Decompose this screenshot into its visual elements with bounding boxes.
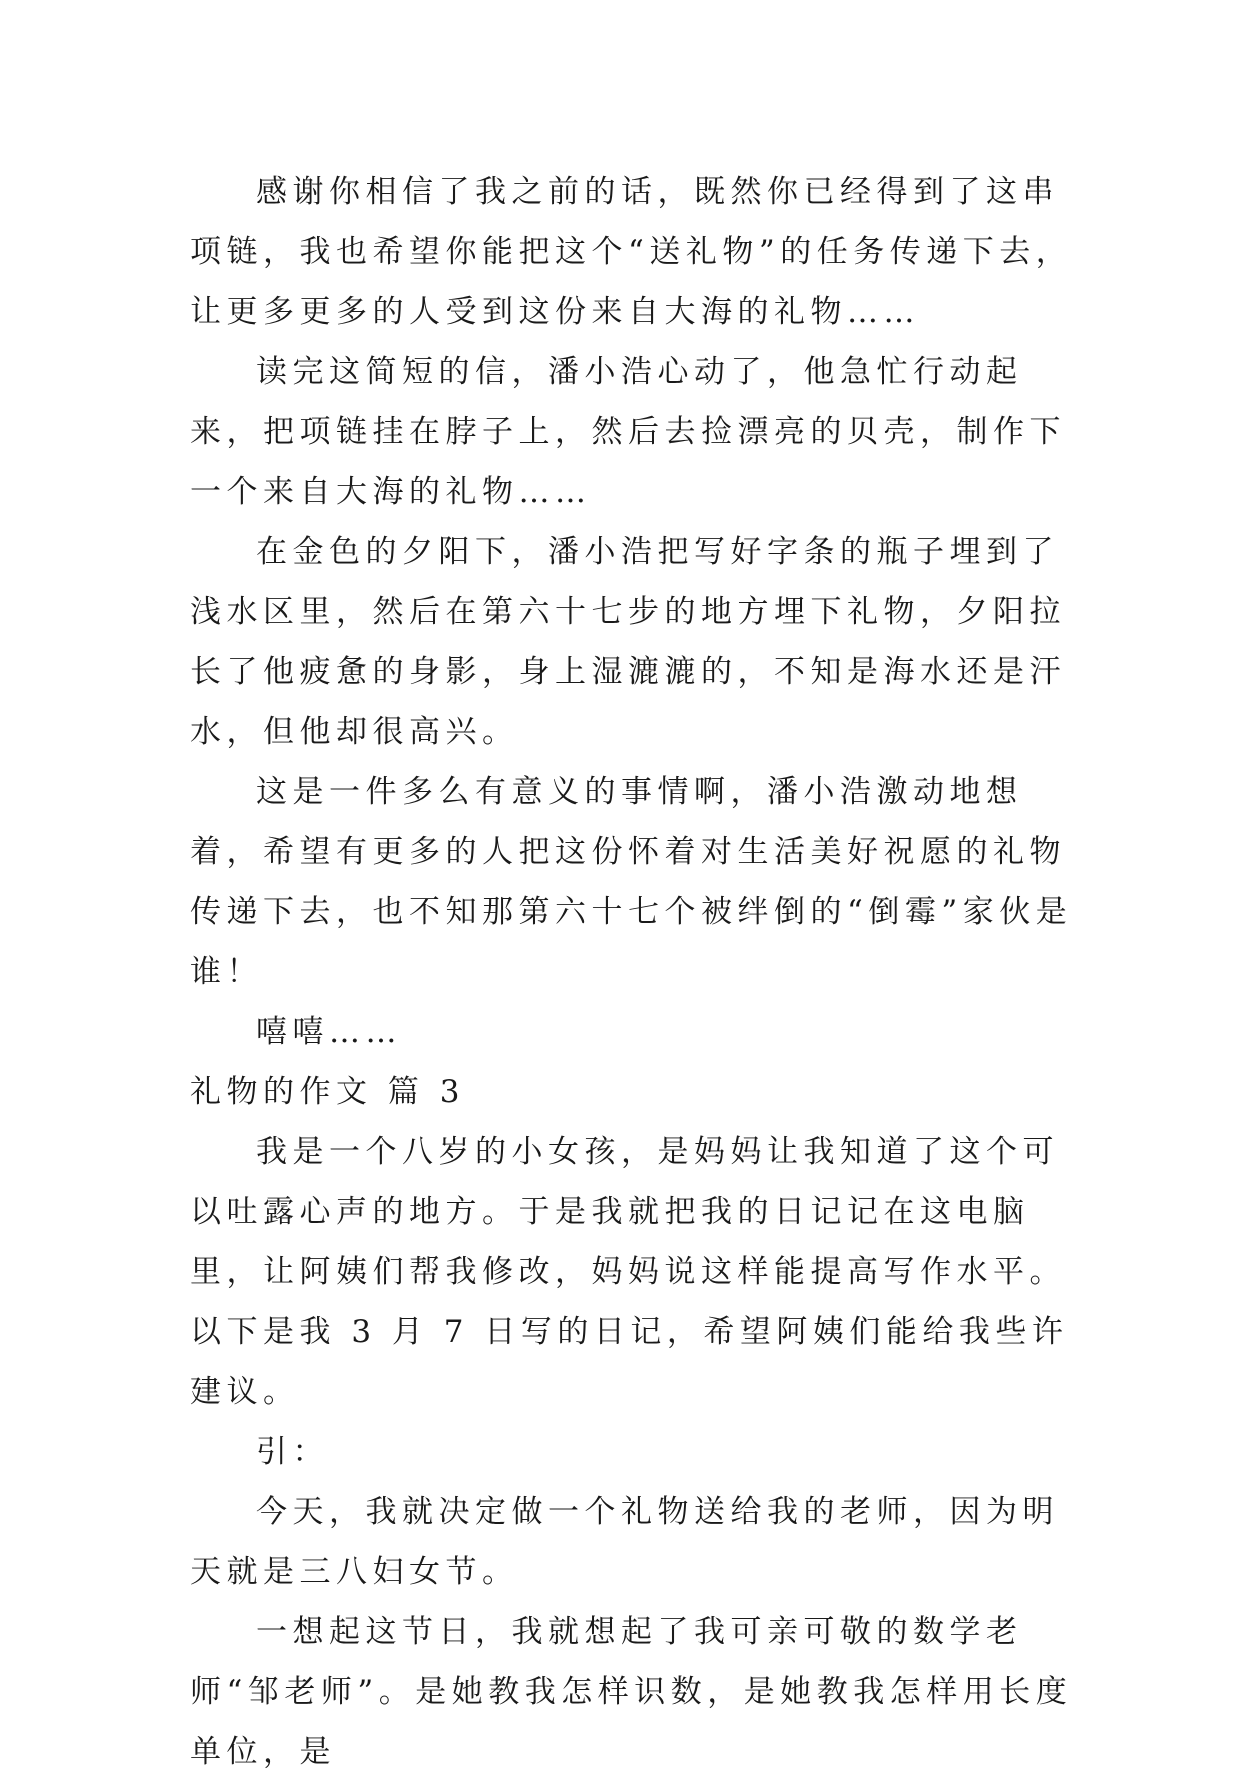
section-heading: 礼物的作文 篇 3 — [190, 1074, 465, 1110]
paragraph: 这是一件多么有意义的事情啊，潘小浩激动地想着，希望有更多的人把这份怀着对生活美好祝愿的礼物传递下去，也不知那第六十七个被绊倒的“倒霉”家伙是谁！ — [190, 774, 1073, 990]
paragraph: 今天，我就决定做一个礼物送给我的老师，因为明天就是三八妇女节。 — [190, 1494, 1059, 1590]
document-body — [190, 162, 1090, 1782]
paragraph: 嘻嘻…… — [256, 1014, 402, 1050]
paragraph: 在金色的夕阳下，潘小浩把写好字条的瓶子埋到了浅水区里，然后在第六十七步的地方埋下礼物，夕阳拉长了他疲惫的身影，身上湿漉漉的，不知是海水还是汗水，但他却很高兴。 — [190, 534, 1066, 750]
paragraph: 引： — [256, 1434, 329, 1470]
paragraph: 读完这简短的信，潘小浩心动了，他急忙行动起来，把项链挂在脖子上，然后去捡漂亮的贝壳，制作下一个来自大海的礼物…… — [190, 354, 1066, 510]
paragraph: 我是一个八岁的小女孩，是妈妈让我知道了这个可以吐露心声的地方。于是我就把我的日记记在这电脑里，让阿姨们帮我修改，妈妈说这样能提高写作水平。以下是我 3 月 7 日写的日记，希望阿姨们能给我些许建议。 — [190, 1134, 1069, 1410]
paragraph: 感谢你相信了我之前的话，既然你已经得到了这串项链，我也希望你能把这个“送礼物”的任务传递下去，让更多更多的人受到这份来自大海的礼物…… — [190, 174, 1073, 330]
paragraph: 一想起这节日，我就想起了我可亲可敬的数学老师“邹老师”。是她教我怎样识数，是她教我怎样用长度单位，是 — [190, 1614, 1073, 1770]
